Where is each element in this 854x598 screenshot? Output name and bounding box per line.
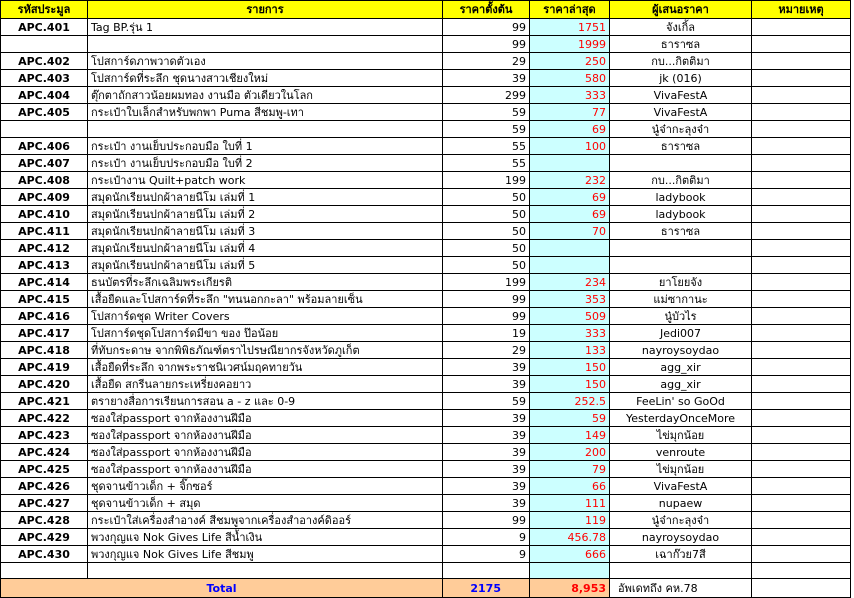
bidder-cell[interactable]: agg_xir [610,376,752,393]
table-row [1,155,851,172]
table-row [1,274,851,291]
item-name-cell[interactable]: โปสการ์ดชุด Writer Covers [88,308,443,325]
item-name-cell[interactable]: ที่ทับกระดาษ จากพิพิธภัณฑ์ตราไปรษณียากรจังหวัดภูเก็ต [88,342,443,359]
latest-price-cell[interactable]: 456.78 [530,529,610,546]
table-row [1,393,851,410]
note-cell[interactable] [752,461,851,478]
note-cell[interactable] [752,121,851,138]
latest-price-cell[interactable]: 250 [530,53,610,70]
start-price-cell[interactable]: 199 [443,172,530,189]
total-start-price[interactable]: 2175 [443,579,530,598]
item-code-cell[interactable]: APC.409 [1,189,88,206]
table-row [1,240,851,257]
latest-price-cell[interactable]: 234 [530,274,610,291]
item-code-cell[interactable]: APC.416 [1,308,88,325]
note-cell[interactable] [752,308,851,325]
item-name-cell[interactable]: ซองใส่passport จากห้องงานฝีมือ [88,410,443,427]
bidder-cell[interactable]: nupaew [610,495,752,512]
bidder-cell[interactable]: แม่ซากานะ [610,291,752,308]
item-code-cell[interactable]: APC.424 [1,444,88,461]
latest-price-cell[interactable]: 1999 [530,36,610,53]
start-price-cell[interactable]: 99 [443,512,530,529]
bidder-cell[interactable]: VivaFestA [610,87,752,104]
start-price-cell[interactable]: 99 [443,308,530,325]
start-price-cell[interactable]: 50 [443,189,530,206]
item-code-cell[interactable]: APC.404 [1,87,88,104]
item-name-cell[interactable]: Tag BP.รุ่น 1 [88,19,443,36]
start-price-cell[interactable]: 55 [443,155,530,172]
table-row [1,121,851,138]
item-code-cell[interactable]: APC.426 [1,478,88,495]
start-price-cell[interactable]: 39 [443,410,530,427]
table-row [1,223,851,240]
item-code-cell[interactable]: APC.405 [1,104,88,121]
item-name-cell[interactable]: ชุดจานข้าวเด็ก + จิ๊กซอร์ [88,478,443,495]
table-row [1,461,851,478]
table-row [1,427,851,444]
item-code-cell[interactable]: APC.427 [1,495,88,512]
item-name-cell[interactable]: พวงกุญแจ Nok Gives Life สีชมพู [88,546,443,563]
latest-price-cell[interactable]: 232 [530,172,610,189]
latest-price-cell[interactable]: 79 [530,461,610,478]
item-code-cell[interactable]: APC.412 [1,240,88,257]
table-row [1,87,851,104]
note-cell[interactable] [752,546,851,563]
item-name-cell[interactable]: ธนบัตรที่ระลึกเฉลิมพระเกียรติ [88,274,443,291]
note-cell[interactable] [752,155,851,172]
note-cell[interactable] [752,240,851,257]
latest-price-cell[interactable] [530,240,610,257]
note-cell[interactable] [752,512,851,529]
latest-price-cell[interactable]: 200 [530,444,610,461]
item-name-cell[interactable]: กระเป๋า งานเย็บประกอบมือ ใบที่ 1 [88,138,443,155]
table-row [1,325,851,342]
latest-price-cell[interactable]: 111 [530,495,610,512]
latest-price-cell[interactable]: 149 [530,427,610,444]
item-name-cell[interactable]: ซองใส่passport จากห้องงานฝีมือ [88,461,443,478]
note-cell[interactable] [752,189,851,206]
latest-price-cell[interactable]: 1751 [530,19,610,36]
latest-price-cell[interactable]: 666 [530,546,610,563]
start-price-cell[interactable]: 50 [443,240,530,257]
bidder-cell[interactable]: ladybook [610,189,752,206]
start-price-cell[interactable]: 39 [443,461,530,478]
item-name-cell[interactable]: เสื้อยืดและโปสการ์ดที่ระลึก "ทนนอกกะลา" พร้อมลายเซ็น [88,291,443,308]
item-code-cell[interactable]: APC.402 [1,53,88,70]
item-code-cell[interactable]: APC.415 [1,291,88,308]
start-price-cell[interactable]: 39 [443,359,530,376]
item-code-cell[interactable]: APC.407 [1,155,88,172]
latest-price-cell[interactable] [530,257,610,274]
start-price-cell[interactable]: 50 [443,223,530,240]
note-cell[interactable] [752,478,851,495]
bidder-cell[interactable]: VivaFestA [610,104,752,121]
empty-cell[interactable] [1,563,88,579]
latest-price-cell[interactable]: 59 [530,410,610,427]
note-cell[interactable] [752,325,851,342]
item-name-cell[interactable]: โปสการ์ดชุดโปสการ์ดมีขา ของ ป๊อน้อย [88,325,443,342]
item-name-cell[interactable]: กระเป๋าใบเล็กสำหรับพกพา Puma สีชมพู-เทา [88,104,443,121]
note-cell[interactable] [752,223,851,240]
item-code-cell[interactable]: APC.418 [1,342,88,359]
item-code-cell[interactable]: APC.429 [1,529,88,546]
note-cell[interactable] [752,444,851,461]
note-cell[interactable] [752,376,851,393]
empty-cell[interactable] [610,563,752,579]
latest-price-cell[interactable]: 66 [530,478,610,495]
item-name-cell[interactable]: เสื้อยืด สกรีนลายกระเหรี่ยงคอยาว [88,376,443,393]
latest-price-cell[interactable]: 580 [530,70,610,87]
bidder-cell[interactable]: nayroysoydao [610,342,752,359]
start-price-cell[interactable]: 50 [443,257,530,274]
empty-cell[interactable] [752,563,851,579]
header-latest-price[interactable]: ราคาล่าสุด [530,1,610,19]
start-price-cell[interactable]: 199 [443,274,530,291]
latest-price-cell[interactable]: 100 [530,138,610,155]
table-row [1,359,851,376]
table-row [1,70,851,87]
bidder-cell[interactable]: ธาราซล [610,36,752,53]
bidder-cell[interactable] [610,240,752,257]
note-cell[interactable] [752,53,851,70]
start-price-cell[interactable]: 99 [443,36,530,53]
start-price-cell[interactable]: 99 [443,291,530,308]
table-row [1,342,851,359]
table-body [1,19,851,563]
table-row [1,206,851,223]
item-name-cell[interactable]: ตรายางสื่อการเรียนการสอน a - z และ 0-9 [88,393,443,410]
item-name-cell[interactable]: กระเป๋า งานเย็บประกอบมือ ใบที่ 2 [88,155,443,172]
table-row [1,308,851,325]
item-name-cell[interactable] [88,121,443,138]
bidder-cell[interactable]: เฉาก๊วย7สี [610,546,752,563]
item-code-cell[interactable]: APC.430 [1,546,88,563]
item-name-cell[interactable]: สมุดนักเรียนปกผ้าลายนีโม เล่มที่ 3 [88,223,443,240]
note-cell[interactable] [752,70,851,87]
item-code-cell[interactable]: APC.413 [1,257,88,274]
item-code-cell[interactable] [1,121,88,138]
header-start-price[interactable]: ราคาตั้งต้น [443,1,530,19]
bidder-cell[interactable]: Jedi007 [610,325,752,342]
note-cell[interactable] [752,393,851,410]
table-row [1,444,851,461]
latest-price-cell[interactable]: 69 [530,206,610,223]
start-price-cell[interactable]: 39 [443,495,530,512]
latest-price-cell[interactable]: 333 [530,325,610,342]
start-price-cell[interactable]: 39 [443,427,530,444]
bidder-cell[interactable] [610,257,752,274]
start-price-cell[interactable]: 59 [443,104,530,121]
note-cell[interactable] [752,529,851,546]
table-row [1,53,851,70]
item-code-cell[interactable]: APC.411 [1,223,88,240]
bidder-cell[interactable]: นู๋จ๋ากะลุงจ๋า [610,512,752,529]
latest-price-cell[interactable]: 70 [530,223,610,240]
header-note[interactable]: หมายเหตุ [752,1,851,19]
item-name-cell[interactable]: สมุดนักเรียนปกผ้าลายนีโม เล่มที่ 5 [88,257,443,274]
start-price-cell[interactable]: 59 [443,121,530,138]
note-cell[interactable] [752,172,851,189]
bidder-cell[interactable]: ยาโยยจัง [610,274,752,291]
note-cell[interactable] [752,104,851,121]
item-code-cell[interactable]: APC.423 [1,427,88,444]
note-cell[interactable] [752,495,851,512]
note-cell[interactable] [752,138,851,155]
bidder-cell[interactable]: FeeLin' so GoOd [610,393,752,410]
item-name-cell[interactable]: สมุดนักเรียนปกผ้าลายนีโม เล่มที่ 2 [88,206,443,223]
header-bidder[interactable]: ผู้เสนอราคา [610,1,752,19]
table-row [1,495,851,512]
item-code-cell[interactable]: APC.420 [1,376,88,393]
item-name-cell[interactable] [88,36,443,53]
latest-price-cell[interactable]: 119 [530,512,610,529]
bidder-cell[interactable]: ธาราซล [610,223,752,240]
item-code-cell[interactable]: APC.425 [1,461,88,478]
bidder-cell[interactable]: ธาราซล [610,138,752,155]
item-name-cell[interactable]: กระเป๋าใส่เครื่องสำอางค์ สีชมพูจากเครื่องสำอางค์ดิออร์ [88,512,443,529]
table-row [1,478,851,495]
item-name-cell[interactable]: โปสการ์ดที่ระลึก ชุดนางสาวเชียงใหม่ [88,70,443,87]
table-row [1,36,851,53]
empty-cell[interactable] [530,563,610,579]
item-code-cell[interactable]: APC.422 [1,410,88,427]
bidder-cell[interactable]: จังเกิ้ล [610,19,752,36]
table-row [1,19,851,36]
start-price-cell[interactable]: 39 [443,376,530,393]
bidder-cell[interactable]: ไข่มุกน้อย [610,427,752,444]
latest-price-cell[interactable]: 69 [530,189,610,206]
start-price-cell[interactable]: 19 [443,325,530,342]
note-cell[interactable] [752,291,851,308]
note-cell[interactable] [752,36,851,53]
start-price-cell[interactable]: 39 [443,444,530,461]
header-code[interactable]: รหัสประมูล [1,1,88,19]
bidder-cell[interactable]: ladybook [610,206,752,223]
bidder-cell[interactable]: กบ...กิตติมา [610,172,752,189]
start-price-cell[interactable]: 29 [443,53,530,70]
start-price-cell[interactable]: 59 [443,393,530,410]
note-cell[interactable] [752,274,851,291]
item-code-cell[interactable]: APC.403 [1,70,88,87]
item-name-cell[interactable]: เสื้อยืดที่ระลึก จากพระราชนิเวศน์มฤคทายวัน [88,359,443,376]
item-name-cell[interactable]: ชุดจานข้าวเด็ก + สมุด [88,495,443,512]
header-item[interactable]: รายการ [88,1,443,19]
start-price-cell[interactable]: 29 [443,342,530,359]
bidder-cell[interactable]: นู๋บัวไร [610,308,752,325]
note-cell[interactable] [752,342,851,359]
table-row [1,189,851,206]
latest-price-cell[interactable]: 77 [530,104,610,121]
table-row [1,172,851,189]
start-price-cell[interactable]: 50 [443,206,530,223]
latest-price-cell[interactable]: 150 [530,359,610,376]
total-row [1,579,851,598]
item-code-cell[interactable]: APC.414 [1,274,88,291]
header-row [1,1,851,19]
latest-price-cell[interactable]: 509 [530,308,610,325]
item-code-cell[interactable]: APC.419 [1,359,88,376]
bidder-cell[interactable] [610,155,752,172]
note-cell[interactable] [752,87,851,104]
item-name-cell[interactable]: พวงกุญแจ Nok Gives Life สีน้ำเงิน [88,529,443,546]
empty-cell[interactable] [88,563,443,579]
start-price-cell[interactable]: 9 [443,546,530,563]
bidder-cell[interactable]: agg_xir [610,359,752,376]
item-code-cell[interactable]: APC.406 [1,138,88,155]
start-price-cell[interactable]: 9 [443,529,530,546]
note-cell[interactable] [752,257,851,274]
table-row [1,546,851,563]
item-code-cell[interactable]: APC.428 [1,512,88,529]
bidder-cell[interactable]: VivaFestA [610,478,752,495]
note-cell[interactable] [752,410,851,427]
bidder-cell[interactable]: venroute [610,444,752,461]
item-code-cell[interactable]: APC.401 [1,19,88,36]
start-price-cell[interactable]: 39 [443,70,530,87]
item-name-cell[interactable]: สมุดนักเรียนปกผ้าลายนีโม เล่มที่ 1 [88,189,443,206]
table-row [1,257,851,274]
bidder-cell[interactable]: jk (016) [610,70,752,87]
table-row [1,138,851,155]
bidder-cell[interactable]: ไข่มุกน้อย [610,461,752,478]
start-price-cell[interactable]: 55 [443,138,530,155]
updated-note[interactable]: อัพเดทถึง คห.78 [610,579,752,598]
total-latest-price[interactable]: 8,953 [530,579,610,598]
start-price-cell[interactable]: 299 [443,87,530,104]
note-cell[interactable] [752,19,851,36]
table-row [1,529,851,546]
empty-cell[interactable] [752,579,851,598]
latest-price-cell[interactable]: 69 [530,121,610,138]
item-name-cell[interactable]: ซองใส่passport จากห้องงานฝีมือ [88,427,443,444]
item-code-cell[interactable]: APC.408 [1,172,88,189]
note-cell[interactable] [752,427,851,444]
latest-price-cell[interactable]: 252.5 [530,393,610,410]
table-row [1,104,851,121]
start-price-cell[interactable]: 99 [443,19,530,36]
item-name-cell[interactable]: สมุดนักเรียนปกผ้าลายนีโม เล่มที่ 4 [88,240,443,257]
item-name-cell[interactable]: กระเป๋างาน Quilt+patch work [88,172,443,189]
latest-price-cell[interactable]: 150 [530,376,610,393]
item-code-cell[interactable]: APC.410 [1,206,88,223]
item-code-cell[interactable] [1,36,88,53]
item-name-cell[interactable]: ตุ๊กตาถักสาวน้อยผมทอง งานมือ ตัวเดียวในโลก [88,87,443,104]
empty-cell[interactable] [443,563,530,579]
bidder-cell[interactable]: กบ...กิตติมา [610,53,752,70]
latest-price-cell[interactable]: 133 [530,342,610,359]
start-price-cell[interactable]: 39 [443,478,530,495]
table-row [1,291,851,308]
item-name-cell[interactable]: ซองใส่passport จากห้องงานฝีมือ [88,444,443,461]
latest-price-cell[interactable]: 353 [530,291,610,308]
item-code-cell[interactable]: APC.421 [1,393,88,410]
total-label[interactable]: Total [1,579,443,598]
latest-price-cell[interactable] [530,155,610,172]
spacer-row [1,563,851,579]
bidder-cell[interactable]: นู๋จ๋ากะลุงจ๋า [610,121,752,138]
note-cell[interactable] [752,359,851,376]
item-code-cell[interactable]: APC.417 [1,325,88,342]
note-cell[interactable] [752,206,851,223]
table-row [1,376,851,393]
bidder-cell[interactable]: nayroysoydao [610,529,752,546]
table-row [1,410,851,427]
bidder-cell[interactable]: YesterdayOnceMore [610,410,752,427]
item-name-cell[interactable]: โปสการ์ดภาพวาดตัวเอง [88,53,443,70]
table-row [1,512,851,529]
latest-price-cell[interactable]: 333 [530,87,610,104]
